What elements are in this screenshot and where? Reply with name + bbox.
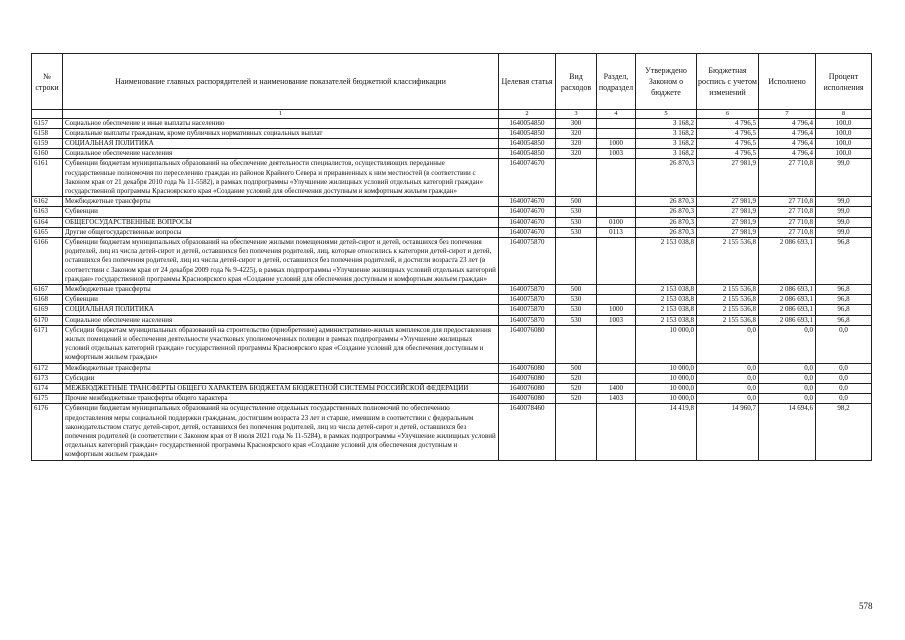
row-approved: 10 000,0 — [636, 325, 697, 363]
table-row — [32, 227, 872, 237]
row-kind: 520 — [556, 373, 597, 383]
row-executed: 4 796,4 — [759, 149, 816, 159]
row-number: 6159 — [32, 138, 63, 148]
row-executed: 0,0 — [759, 325, 816, 363]
row-target: 1640075870 — [499, 284, 556, 294]
row-percent: 99,0 — [816, 227, 872, 237]
row-budget-list: 4 796,5 — [697, 138, 759, 148]
row-target: 1640076080 — [499, 383, 556, 393]
row-section: 0113 — [597, 227, 636, 237]
row-approved: 2 153 038,8 — [636, 315, 697, 325]
table-row — [32, 207, 872, 217]
row-section: 1003 — [597, 149, 636, 159]
row-budget-list: 27 981,9 — [697, 159, 759, 197]
table-row — [32, 363, 872, 373]
column-number: 6 — [697, 110, 759, 119]
row-name: Социальное обеспечение и иные выплаты населению — [63, 118, 499, 128]
row-target: 1640076080 — [499, 363, 556, 373]
row-executed: 2 086 693,1 — [759, 284, 816, 294]
row-executed: 0,0 — [759, 373, 816, 383]
row-target: 1640054850 — [499, 149, 556, 159]
row-number: 6158 — [32, 128, 63, 138]
row-name: Прочие межбюджетные трансферты общего характера — [63, 394, 499, 404]
row-percent: 96,8 — [816, 237, 872, 284]
row-approved: 10 000,0 — [636, 363, 697, 373]
row-number: 6157 — [32, 118, 63, 128]
row-kind: 320 — [556, 138, 597, 148]
row-kind: 320 — [556, 128, 597, 138]
row-section — [597, 404, 636, 460]
row-target: 1640054850 — [499, 118, 556, 128]
row-kind: 530 — [556, 315, 597, 325]
row-budget-list: 4 796,5 — [697, 128, 759, 138]
row-percent: 99,0 — [816, 197, 872, 207]
row-executed: 27 710,8 — [759, 217, 816, 227]
row-number: 6167 — [32, 284, 63, 294]
row-name: Субвенции бюджетам муниципальных образований на обеспечение деятельности специалистов, осуществляющих переданные государственные полномочия по переселению граждан из районов Крайнего Севера и приравненных к ним местностей (в соответствии с Законом края от 21 декабря 2010 года № 11-5582), в рамках подпрограммы «Улучшение жилищных условий отдельных категорий граждан» государственной программы Красноярского края «Создание условий для обеспечения доступным и комфортным жильем граждан» — [63, 159, 499, 197]
row-budget-list: 0,0 — [697, 363, 759, 373]
row-approved: 26 870,3 — [636, 207, 697, 217]
row-kind — [556, 404, 597, 460]
row-percent: 100,0 — [816, 118, 872, 128]
column-number: 2 — [499, 110, 556, 119]
table-row — [32, 159, 872, 197]
row-executed: 4 796,4 — [759, 118, 816, 128]
row-executed: 4 796,4 — [759, 128, 816, 138]
row-target: 1640054850 — [499, 138, 556, 148]
row-kind: 520 — [556, 394, 597, 404]
header-row — [32, 54, 872, 110]
row-percent: 96,8 — [816, 284, 872, 294]
table-row — [32, 118, 872, 128]
table-row — [32, 383, 872, 393]
table-row — [32, 404, 872, 460]
row-budget-list: 2 155 536,8 — [697, 284, 759, 294]
row-executed: 0,0 — [759, 394, 816, 404]
row-name: Социальное обеспечение населения — [63, 149, 499, 159]
row-executed: 2 086 693,1 — [759, 295, 816, 305]
row-name: Субвенции — [63, 295, 499, 305]
row-percent: 99,0 — [816, 217, 872, 227]
header-section: Раздел, подраздел — [597, 54, 636, 110]
table-row — [32, 128, 872, 138]
row-kind: 320 — [556, 149, 597, 159]
row-number: 6172 — [32, 363, 63, 373]
row-name: МЕЖБЮДЖЕТНЫЕ ТРАНСФЕРТЫ ОБЩЕГО ХАРАКТЕРА БЮДЖЕТАМ БЮДЖЕТНОЙ СИСТЕМЫ РОССИЙСКОЙ ФЕДЕРАЦИИ — [63, 383, 499, 393]
column-number: 5 — [636, 110, 697, 119]
table-row — [32, 325, 872, 363]
table-row — [32, 315, 872, 325]
column-number: 1 — [63, 110, 499, 119]
table-row — [32, 149, 872, 159]
row-target: 1640078460 — [499, 404, 556, 460]
row-kind: 530 — [556, 217, 597, 227]
row-section — [597, 159, 636, 197]
row-target: 1640074670 — [499, 197, 556, 207]
row-kind — [556, 325, 597, 363]
row-executed: 4 796,4 — [759, 138, 816, 148]
row-percent: 99,0 — [816, 207, 872, 217]
row-kind: 530 — [556, 305, 597, 315]
row-kind: 530 — [556, 207, 597, 217]
row-name: СОЦИАЛЬНАЯ ПОЛИТИКА — [63, 305, 499, 315]
row-budget-list: 0,0 — [697, 373, 759, 383]
row-number: 6174 — [32, 383, 63, 393]
row-executed: 27 710,8 — [759, 159, 816, 197]
row-percent: 0,0 — [816, 373, 872, 383]
row-budget-list: 2 155 536,8 — [697, 305, 759, 315]
row-target: 1640076080 — [499, 373, 556, 383]
row-executed: 2 086 693,1 — [759, 305, 816, 315]
row-kind: 520 — [556, 383, 597, 393]
row-name: Межбюджетные трансферты — [63, 363, 499, 373]
row-section — [597, 128, 636, 138]
row-percent: 100,0 — [816, 149, 872, 159]
table-row — [32, 138, 872, 148]
row-approved: 2 153 038,8 — [636, 237, 697, 284]
column-number-blank — [32, 110, 63, 119]
row-percent: 98,2 — [816, 404, 872, 460]
row-approved: 2 153 038,8 — [636, 284, 697, 294]
row-name: Межбюджетные трансферты — [63, 197, 499, 207]
row-target: 1640075870 — [499, 315, 556, 325]
header-approved: Утверждено Законом о бюджете — [636, 54, 697, 110]
row-budget-list: 2 155 536,8 — [697, 315, 759, 325]
row-approved: 10 000,0 — [636, 373, 697, 383]
row-number: 6165 — [32, 227, 63, 237]
row-percent: 100,0 — [816, 128, 872, 138]
row-executed: 27 710,8 — [759, 227, 816, 237]
row-target: 1640074670 — [499, 159, 556, 197]
row-percent: 96,8 — [816, 295, 872, 305]
row-name: Другие общегосударственные вопросы — [63, 227, 499, 237]
header-name: Наименование главных распорядителей и наименование показателей бюджетной классификации — [63, 54, 499, 110]
row-target: 1640075870 — [499, 237, 556, 284]
header-num: № строки — [32, 54, 63, 110]
row-section: 1003 — [597, 315, 636, 325]
row-name: Социальные выплаты гражданам, кроме публичных нормативных социальных выплат — [63, 128, 499, 138]
table-row — [32, 394, 872, 404]
row-kind: 500 — [556, 197, 597, 207]
row-budget-list: 27 981,9 — [697, 217, 759, 227]
header-target: Целевая статья — [499, 54, 556, 110]
header-kind: Вид расходов — [556, 54, 597, 110]
column-number: 3 — [556, 110, 597, 119]
row-name: Субсидии — [63, 373, 499, 383]
row-budget-list: 2 155 536,8 — [697, 295, 759, 305]
row-section — [597, 295, 636, 305]
row-name: Субвенции бюджетам муниципальных образований на осуществление отдельных государственных полномочий по обеспечению предоставления меры социальной поддержки гражданам, достигшим возраста 23 лет и старше, имевшим в соответствии с федеральным законодательством статус детей-сирот, детей, оставшихся без попечения родителей, лиц из числа детей-сирот и детей, оставшихся без попечения родителей (в соответствии с Законом края от 8 июля 2021 года № 11-5284), в рамках подпрограммы «Улучшение жилищных условий отдельных категорий граждан» государственной программы Красноярского края «Создание условий для обеспечения доступным и комфортным жильем граждан» — [63, 404, 499, 460]
row-approved: 10 000,0 — [636, 394, 697, 404]
row-name: Субвенции бюджетам муниципальных образований на обеспечение жилыми помещениями детей-сирот и детей, оставшихся без попечения родителей, лиц из числа детей-сирот и детей, оставшихся без попечения родителей, лиц, которые относились к категории детей-сирот и детей, оставшихся без попечения родителей, лиц из числа детей-сирот и детей, оставшихся без попечения родителей, и достигли возраста 23 лет (в соответствии с Законом края от 24 декабря 2009 года № 9-4225), в рамках подпрограммы «Улучшение жилищных условий отдельных категорий граждан» государственной программы Красноярского края «Создание условий для обеспечения доступным и комфортным жильем граждан» — [63, 237, 499, 284]
row-executed: 0,0 — [759, 383, 816, 393]
row-section — [597, 197, 636, 207]
row-section — [597, 325, 636, 363]
row-section — [597, 207, 636, 217]
table-row — [32, 305, 872, 315]
row-name: Субвенции — [63, 207, 499, 217]
row-number: 6170 — [32, 315, 63, 325]
row-kind — [556, 237, 597, 284]
row-name: ОБЩЕГОСУДАРСТВЕННЫЕ ВОПРОСЫ — [63, 217, 499, 227]
header-percent: Процент исполнения — [816, 54, 872, 110]
row-budget-list: 0,0 — [697, 325, 759, 363]
row-target: 1640054850 — [499, 128, 556, 138]
row-executed: 0,0 — [759, 363, 816, 373]
row-number: 6166 — [32, 237, 63, 284]
row-section — [597, 118, 636, 128]
row-name: Субсидии бюджетам муниципальных образований на строительство (приобретение) административно-жилых комплексов для предоставления жилых помещений и обеспечения деятельности участковых уполномоченных полиции в рамках подпрограммы «Улучшение жилищных условий отдельных категорий граждан» государственной программы Красноярского края «Создание условий для обеспечения доступным и комфортным жильем граждан» — [63, 325, 499, 363]
row-percent: 0,0 — [816, 383, 872, 393]
header-budget-list: Бюджетная роспись с учетом изменений — [697, 54, 759, 110]
row-target: 1640075870 — [499, 295, 556, 305]
table-row — [32, 284, 872, 294]
row-target: 1640074670 — [499, 227, 556, 237]
row-executed: 27 710,8 — [759, 207, 816, 217]
row-percent: 0,0 — [816, 325, 872, 363]
row-section: 1000 — [597, 138, 636, 148]
row-section: 1400 — [597, 383, 636, 393]
budget-table — [31, 53, 872, 461]
page-number: 578 — [859, 601, 873, 611]
row-section — [597, 284, 636, 294]
row-approved: 2 153 038,8 — [636, 305, 697, 315]
row-approved: 3 168,2 — [636, 138, 697, 148]
row-name: Социальное обеспечение населения — [63, 315, 499, 325]
row-target: 1640076080 — [499, 325, 556, 363]
row-approved: 2 153 038,8 — [636, 295, 697, 305]
header-executed: Исполнено — [759, 54, 816, 110]
row-approved: 3 168,2 — [636, 128, 697, 138]
row-kind: 500 — [556, 363, 597, 373]
row-approved: 10 000,0 — [636, 383, 697, 393]
table-row — [32, 217, 872, 227]
column-number: 4 — [597, 110, 636, 119]
row-number: 6168 — [32, 295, 63, 305]
row-approved: 3 168,2 — [636, 149, 697, 159]
table-row — [32, 373, 872, 383]
row-approved: 3 168,2 — [636, 118, 697, 128]
row-budget-list: 0,0 — [697, 394, 759, 404]
row-section: 0100 — [597, 217, 636, 227]
table-row — [32, 295, 872, 305]
row-percent: 0,0 — [816, 394, 872, 404]
row-approved: 14 419,8 — [636, 404, 697, 460]
row-budget-list: 0,0 — [697, 383, 759, 393]
row-number: 6160 — [32, 149, 63, 159]
row-budget-list: 2 155 536,8 — [697, 237, 759, 284]
row-section — [597, 237, 636, 284]
row-executed: 2 086 693,1 — [759, 315, 816, 325]
column-number: 8 — [816, 110, 872, 119]
row-percent: 100,0 — [816, 138, 872, 148]
row-number: 6161 — [32, 159, 63, 197]
row-budget-list: 4 796,5 — [697, 118, 759, 128]
row-number: 6164 — [32, 217, 63, 227]
row-number: 6163 — [32, 207, 63, 217]
row-section: 1403 — [597, 394, 636, 404]
row-approved: 26 870,3 — [636, 227, 697, 237]
table-row — [32, 197, 872, 207]
row-number: 6169 — [32, 305, 63, 315]
row-executed: 27 710,8 — [759, 197, 816, 207]
row-executed: 2 086 693,1 — [759, 237, 816, 284]
row-section — [597, 373, 636, 383]
row-percent: 99,0 — [816, 159, 872, 197]
row-number: 6175 — [32, 394, 63, 404]
row-budget-list: 27 981,9 — [697, 227, 759, 237]
row-budget-list: 4 796,5 — [697, 149, 759, 159]
row-approved: 26 870,3 — [636, 217, 697, 227]
row-target: 1640074670 — [499, 217, 556, 227]
row-name: СОЦИАЛЬНАЯ ПОЛИТИКА — [63, 138, 499, 148]
row-target: 1640075870 — [499, 305, 556, 315]
row-approved: 26 870,3 — [636, 197, 697, 207]
row-executed: 14 694,6 — [759, 404, 816, 460]
row-kind — [556, 159, 597, 197]
row-budget-list: 27 981,9 — [697, 197, 759, 207]
row-kind: 500 — [556, 284, 597, 294]
row-kind: 530 — [556, 295, 597, 305]
row-kind: 300 — [556, 118, 597, 128]
row-number: 6162 — [32, 197, 63, 207]
row-kind: 530 — [556, 227, 597, 237]
row-target: 1640074670 — [499, 207, 556, 217]
column-numbers-row — [32, 110, 872, 119]
row-approved: 26 870,3 — [636, 159, 697, 197]
table-row — [32, 237, 872, 284]
row-section: 1000 — [597, 305, 636, 315]
row-section — [597, 363, 636, 373]
row-name: Межбюджетные трансферты — [63, 284, 499, 294]
column-number: 7 — [759, 110, 816, 119]
row-number: 6176 — [32, 404, 63, 460]
row-percent: 0,0 — [816, 363, 872, 373]
row-budget-list: 14 960,7 — [697, 404, 759, 460]
row-number: 6171 — [32, 325, 63, 363]
row-budget-list: 27 981,9 — [697, 207, 759, 217]
row-target: 1640076080 — [499, 394, 556, 404]
row-percent: 96,8 — [816, 315, 872, 325]
row-percent: 96,8 — [816, 305, 872, 315]
row-number: 6173 — [32, 373, 63, 383]
